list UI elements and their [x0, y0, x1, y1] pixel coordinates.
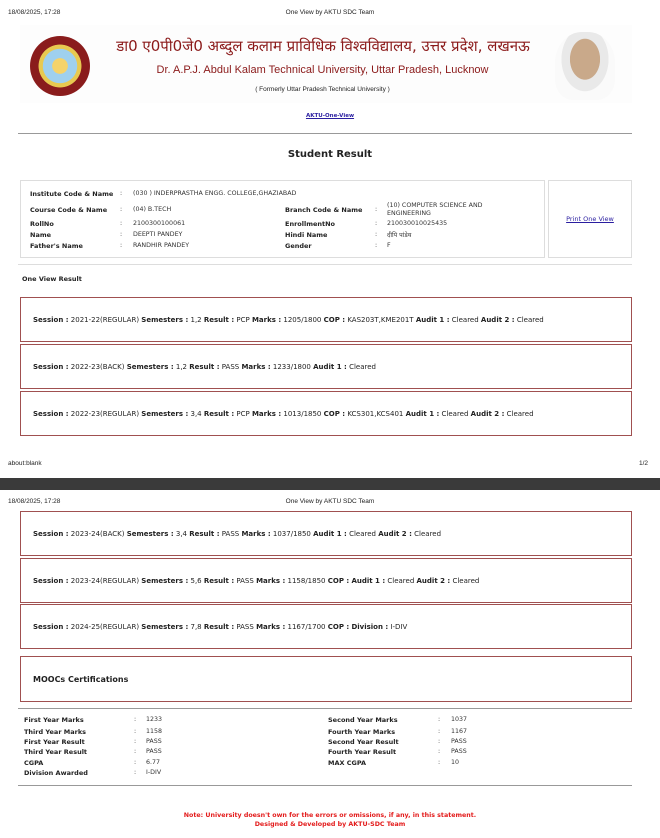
- result-label: Result :: [189, 529, 220, 538]
- summary-label: Third Year Marks: [24, 728, 87, 736]
- sep: :: [375, 231, 378, 238]
- credit-note: Designed & Developed by AKTU-SDC Team: [254, 821, 406, 828]
- marks-label: Marks :: [241, 362, 271, 371]
- summary-value: 1167: [451, 728, 468, 735]
- sep: :: [134, 716, 137, 723]
- cop-label: COP :: [323, 409, 346, 418]
- result-value: PCP: [236, 409, 250, 418]
- banner-hindi: डा0 ए0पी0जे0 अब्दुल कलाम प्राविधिक विश्वविद्यालय, उत्तर प्रदेश, लखनऊ: [116, 37, 530, 55]
- semesters-value: 7,8: [190, 622, 202, 631]
- print-datetime: 18/08/2025, 17:28: [8, 498, 61, 505]
- divider: [18, 264, 632, 265]
- session-label: Session :: [33, 409, 69, 418]
- audit1-value: Cleared: [349, 529, 376, 538]
- audit2-value: Cleared: [516, 315, 544, 324]
- institute-label: Institute Code & Name: [30, 190, 114, 198]
- semesters-label: Semesters :: [141, 315, 189, 324]
- result-value: PASS: [236, 576, 254, 585]
- cop-label: COP :: [327, 622, 350, 631]
- summary-label: CGPA: [24, 759, 44, 767]
- page-break: [0, 478, 660, 490]
- cop-value: KAS203T,KME201T: [347, 315, 414, 324]
- summary-label: Fourth Year Result: [328, 748, 397, 756]
- sep: :: [134, 759, 137, 766]
- sep: :: [120, 231, 123, 238]
- session-card: [20, 391, 632, 436]
- result-label: Result :: [203, 576, 235, 585]
- semesters-label: Semesters :: [141, 622, 189, 631]
- summary-value: PASS: [451, 738, 467, 745]
- print-title: One View by AKTU SDC Team: [285, 9, 375, 16]
- marks-value: 1158/1850: [287, 576, 326, 585]
- rollno-label: RollNo: [30, 220, 54, 228]
- sep: :: [134, 728, 137, 735]
- session-value: 2024-25(REGULAR): [70, 622, 140, 631]
- name-value: DEEPTI PANDEY: [133, 231, 183, 238]
- summary-label: First Year Result: [24, 738, 85, 746]
- audit1-value: Cleared: [387, 576, 415, 585]
- semesters-label: Semesters :: [141, 576, 189, 585]
- marks-label: Marks :: [251, 315, 282, 324]
- name-label: Name: [30, 231, 52, 239]
- disclaimer-note: Note: University doesn't own for the errors or omissions, if any, in this statement.: [183, 812, 477, 819]
- session-value: 2023-24(REGULAR): [70, 576, 140, 585]
- moocs-section: [20, 656, 632, 702]
- summary-label: MAX CGPA: [328, 759, 367, 767]
- result-value: PASS: [221, 529, 240, 538]
- father-value: RANDHIR PANDEY: [133, 242, 190, 249]
- semesters-value: 5,6: [190, 576, 202, 585]
- audit2-label: Audit 2 :: [378, 529, 412, 538]
- rollno-value: 2100300100061: [133, 220, 186, 227]
- gender-label: Gender: [285, 242, 312, 250]
- audit2-label: Audit 2 :: [470, 409, 505, 418]
- audit2-value: Cleared: [506, 409, 534, 418]
- session-label: Session :: [33, 529, 69, 538]
- marks-label: Marks :: [256, 622, 286, 631]
- audit2-value: Cleared: [414, 529, 442, 538]
- sep: :: [438, 759, 441, 766]
- enrollment-value: 210030010025435: [387, 220, 448, 227]
- semesters-value: 1,2: [190, 315, 202, 324]
- course-value: (04) B.TECH: [133, 206, 172, 213]
- cop-label: COP :: [323, 315, 346, 324]
- cop-value: KCS301,KCS401: [347, 409, 404, 418]
- marks-value: 1167/1700: [287, 622, 326, 631]
- course-label: Course Code & Name: [30, 206, 108, 214]
- session-label: Session :: [33, 315, 69, 324]
- sep: :: [438, 728, 441, 735]
- result-label: Result :: [203, 409, 235, 418]
- marks-label: Marks :: [241, 529, 271, 538]
- sep: :: [438, 748, 441, 755]
- sep: :: [134, 738, 137, 745]
- banner-hindi-wrap: [98, 36, 548, 58]
- semesters-value: 1,2: [175, 362, 188, 371]
- summary-value: PASS: [146, 748, 162, 755]
- divider: [18, 785, 632, 786]
- audit1-value: Cleared: [441, 409, 469, 418]
- sep: :: [375, 220, 378, 227]
- gender-value: F: [387, 242, 391, 249]
- session-value: 2022-23(REGULAR): [70, 409, 140, 418]
- session-label: Session :: [33, 622, 69, 631]
- sep: :: [134, 769, 137, 776]
- university-logo: [30, 36, 90, 96]
- sep: :: [134, 748, 137, 755]
- branch-label: Branch Code & Name: [285, 206, 363, 214]
- semesters-value: 3,4: [175, 529, 188, 538]
- institute-value: (030 ) INDERPRASTHA ENGG. COLLEGE,GHAZIABAD: [133, 190, 297, 197]
- marks-value: 1205/1800: [283, 315, 322, 324]
- page-title: Student Result: [287, 149, 373, 160]
- semesters-label: Semesters :: [141, 409, 189, 418]
- result-label: Result :: [189, 362, 220, 371]
- result-value: PASS: [236, 622, 254, 631]
- result-label: Result :: [203, 315, 235, 324]
- print-box: [548, 180, 632, 258]
- marks-value: 1233/1800: [272, 362, 311, 371]
- session-label: Session :: [33, 576, 69, 585]
- summary-value: 1233: [146, 716, 163, 723]
- session-card: [20, 344, 632, 389]
- hindi-name-value: दीपि पांडेय: [387, 232, 412, 239]
- sep: :: [120, 206, 123, 213]
- sep: :: [120, 190, 123, 197]
- division-label: Division :: [351, 622, 389, 631]
- summary-value: 6.77: [146, 759, 161, 766]
- session-label: Session :: [33, 362, 69, 371]
- sep: :: [438, 738, 441, 745]
- apj-kalam-portrait: [555, 32, 615, 100]
- summary-label: Fourth Year Marks: [328, 728, 396, 736]
- session-value: 2023-24(BACK): [70, 529, 125, 538]
- print-footer-page: 1/2: [638, 460, 648, 467]
- marks-label: Marks :: [251, 409, 282, 418]
- marks-label: Marks :: [256, 576, 286, 585]
- audit1-label: Audit 1 :: [351, 576, 386, 585]
- audit1-label: Audit 1 :: [313, 362, 347, 371]
- sep: :: [375, 242, 378, 249]
- session-value: 2021-22(REGULAR): [70, 315, 140, 324]
- sep: :: [120, 220, 123, 227]
- audit1-value: Cleared: [349, 362, 376, 371]
- summary-value: PASS: [146, 738, 162, 745]
- divider: [18, 133, 632, 134]
- hindi-name-label: Hindi Name: [285, 231, 328, 239]
- summary-value: 1158: [146, 728, 163, 735]
- banner-english: Dr. A.P.J. Abdul Kalam Technical University, Uttar Pradesh, Lucknow: [156, 64, 489, 76]
- division-value: I-DIV: [390, 622, 408, 631]
- section-title: One View Result: [22, 275, 82, 283]
- summary-value: I-DIV: [146, 769, 162, 776]
- audit1-value: Cleared: [451, 315, 479, 324]
- session-card: [20, 297, 632, 342]
- session-card: [20, 511, 632, 556]
- audit2-label: Audit 2 :: [480, 315, 515, 324]
- enrollment-label: EnrollmentNo: [285, 220, 336, 228]
- result-value: PASS: [221, 362, 240, 371]
- summary-label: Division Awarded: [24, 769, 88, 777]
- cop-label: COP :: [327, 576, 350, 585]
- marks-value: 1037/1850: [272, 529, 311, 538]
- print-datetime: 18/08/2025, 17:28: [8, 9, 61, 16]
- semesters-label: Semesters :: [126, 529, 174, 538]
- summary-label: Third Year Result: [24, 748, 88, 756]
- summary-label: First Year Marks: [24, 716, 84, 724]
- audit2-label: Audit 2 :: [416, 576, 451, 585]
- print-footer-url: about:blank: [8, 460, 42, 467]
- sep: :: [375, 206, 378, 213]
- session-value: 2022-23(BACK): [70, 362, 125, 371]
- summary-value: 1037: [451, 716, 468, 723]
- session-card: [20, 604, 632, 649]
- print-one-view-link[interactable]: Print One View: [566, 215, 614, 223]
- audit2-value: Cleared: [452, 576, 480, 585]
- divider: [18, 708, 632, 709]
- summary-value: 10: [451, 759, 460, 766]
- audit1-label: Audit 1 :: [415, 315, 450, 324]
- audit1-label: Audit 1 :: [405, 409, 440, 418]
- semesters-value: 3,4: [190, 409, 202, 418]
- session-card: [20, 558, 632, 603]
- sep: :: [438, 716, 441, 723]
- sep: :: [120, 242, 123, 249]
- summary-label: Second Year Result: [328, 738, 399, 746]
- aktu-one-view-link[interactable]: AKTU-One-View: [305, 113, 355, 119]
- moocs-title: MOOCs Certifications: [33, 674, 129, 684]
- result-value: PCP: [236, 315, 250, 324]
- marks-value: 1013/1850: [283, 409, 322, 418]
- semesters-label: Semesters :: [126, 362, 174, 371]
- print-title: One View by AKTU SDC Team: [285, 498, 375, 505]
- summary-label: Second Year Marks: [328, 716, 398, 724]
- banner-formerly: ( Formerly Uttar Pradesh Technical University ): [255, 86, 390, 93]
- result-label: Result :: [203, 622, 235, 631]
- summary-value: PASS: [451, 748, 467, 755]
- branch-value: (10) COMPUTER SCIENCE AND ENGINEERING: [387, 202, 483, 217]
- audit1-label: Audit 1 :: [313, 529, 347, 538]
- father-label: Father's Name: [30, 242, 83, 250]
